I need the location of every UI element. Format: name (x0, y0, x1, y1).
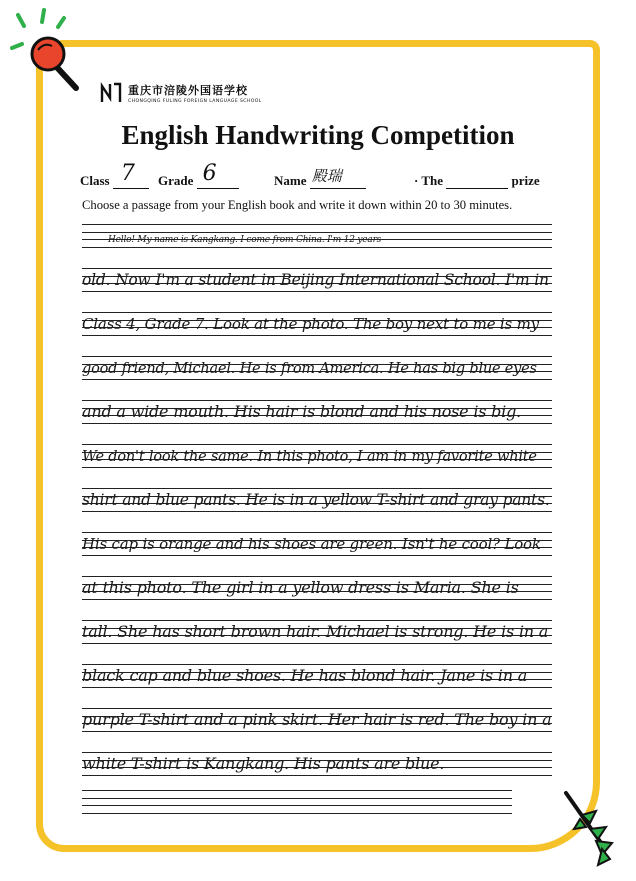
class-value: 7 (120, 161, 135, 186)
class-blank[interactable] (113, 161, 149, 189)
name-blank[interactable] (310, 167, 366, 189)
name-value: 殿瑞 (311, 167, 342, 185)
writing-line (82, 664, 552, 688)
line-text: white T-shirt is Kangkang. His pants are blue. (82, 754, 445, 773)
line-text: tall. She has short brown hair. Michael is strong. He is in a (82, 622, 549, 641)
line-text: Hello! My name is Kangkang. I come from China. I'm 12 years (108, 235, 382, 245)
grade-label: Grade (158, 173, 194, 188)
line-text: good friend, Michael. He is from America. He has big blue eyes (82, 361, 537, 377)
line-text: shirt and blue pants. He is in a yellow T-shirt and gray pants. (82, 491, 550, 509)
the-label: · The (414, 173, 444, 188)
info-fields (80, 163, 560, 189)
prize-blank[interactable] (446, 170, 508, 189)
writing-line (82, 532, 552, 556)
line-text: and a wide mouth. His hair is blond and his nose is big. (82, 402, 522, 421)
leaf-icon (558, 785, 628, 875)
writing-line (82, 620, 552, 644)
name-field (274, 167, 366, 189)
instruction-text: Choose a passage from your English book and write it down within 20 to 30 minutes. (82, 198, 513, 212)
grade-field (158, 161, 239, 189)
line-text: Class 4, Grade 7. Look at the photo. The boy next to me is my (82, 315, 539, 333)
writing-line (82, 400, 552, 424)
prize-label: prize (511, 173, 540, 188)
line-text: His cap is orange and his shoes are green. Isn't he cool? Look (82, 535, 541, 553)
writing-line (82, 356, 552, 380)
name-label: Name (274, 173, 307, 188)
writing-line (82, 752, 552, 776)
line-text: at this photo. The girl in a yellow dress is Maria. She is (82, 578, 519, 597)
writing-line (82, 312, 552, 336)
line-text: We don't look the same. In this photo, I am in my favorite white (82, 449, 537, 465)
writing-line (82, 790, 512, 814)
class-field (80, 161, 149, 189)
line-text: purple T-shirt and a pink skirt. Her hair is red. The boy in a (82, 710, 552, 729)
class-label: Class (80, 173, 110, 188)
grade-blank[interactable] (197, 161, 239, 189)
writing-line (82, 488, 552, 512)
magnifier-icon (0, 0, 110, 110)
school-logo (100, 82, 122, 104)
writing-line (82, 224, 552, 248)
school-header (100, 82, 262, 104)
line-text: old. Now I'm a student in Beijing International School. I'm in (82, 271, 549, 289)
writing-line (82, 708, 552, 732)
writing-line (82, 576, 552, 600)
writing-line (82, 268, 552, 292)
prize-field (414, 170, 540, 189)
line-text: black cap and blue shoes. He has blond hair. Jane is in a (82, 666, 528, 685)
school-name-en: CHONGQING FULING FOREIGN LANGUAGE SCHOOL (128, 99, 262, 104)
writing-line (82, 444, 552, 468)
school-name-cn: 重庆市涪陵外国语学校 (128, 84, 248, 97)
grade-value: 6 (202, 161, 217, 186)
page-title: English Handwriting Competition (121, 120, 515, 150)
